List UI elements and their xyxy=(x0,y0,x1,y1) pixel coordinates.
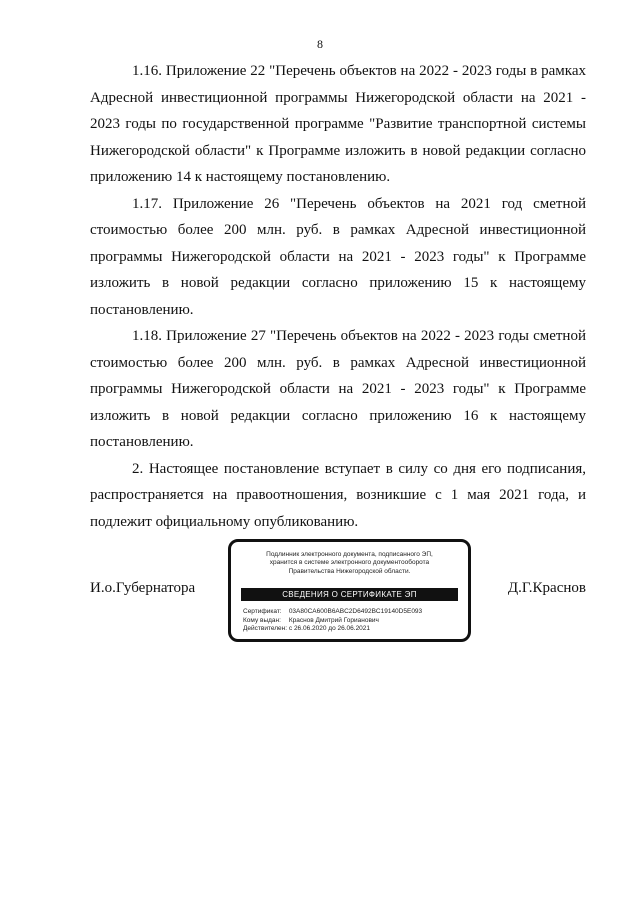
paragraph-2: 2. Настоящее постановление вступает в силу со дня его подписания, распространяется на правоотношения, возникшие с 1 мая 2021 года, и подлежит официальному опубликованию. xyxy=(90,460,586,530)
document-body xyxy=(90,58,586,535)
stamp-banner: СВЕДЕНИЯ О СЕРТИФИКАТЕ ЭП xyxy=(241,588,458,601)
issued-to-value: Краснов Дмитрий Горианович xyxy=(288,616,379,624)
stamp-notice-line: Правительства Нижегородской области. xyxy=(288,567,411,575)
signer-title: И.о.Губернатора xyxy=(90,580,196,596)
paragraph-1-16: 1.16. Приложение 22 "Перечень объектов на 2022 - 2023 годы в рамках Адресной инвестиционной программы Нижегородской области на 2021 - 2023 годы по государственной программе "Развитие транспортной системы Нижегородской области" к Программе изложить в новой редакции согласно приложению 14 к настоящему постановлению. xyxy=(90,63,586,185)
signer-name: Д.Г.Краснов xyxy=(507,580,586,596)
page-number: 8 xyxy=(317,37,323,51)
certificate-value: 03A80CA600B6ABC2D6492BC19140D5E093 xyxy=(288,608,423,615)
paragraph-1-17: 1.17. Приложение 26 "Перечень объектов на 2021 год сметной стоимостью более 200 млн. руб. в рамках Адресной инвестиционной программы Нижегородской области на 2021 - 2023 годы" к Программе изложить в новой редакции согласно приложению 15 к настоящему постановлению. xyxy=(90,195,586,318)
paragraph-1-18: 1.18. Приложение 27 "Перечень объектов на 2022 - 2023 годы сметной стоимостью более 200 млн. руб. в рамках Адресной инвестиционной программы Нижегородской области на 2021 - 2023 годы" к Программе изложить в новой редакции согласно приложению 16 к настоящему постановлению. xyxy=(90,328,586,450)
stamp-notice-line: Подлинник электронного документа, подписанного ЭП, xyxy=(266,551,433,558)
stamp-notice xyxy=(231,551,468,576)
electronic-signature-stamp xyxy=(228,539,471,642)
valid-row xyxy=(243,625,422,634)
issued-to-label: Кому выдан: xyxy=(243,616,281,624)
certificate-label: Сертификат: xyxy=(243,608,282,615)
issued-to-row xyxy=(243,617,422,626)
valid-label: Действителен: xyxy=(243,625,288,633)
valid-value: с 26.06.2020 до 26.06.2021 xyxy=(288,625,371,633)
stamp-notice-line: хранится в системе электронного документооборота xyxy=(269,559,430,567)
certificate-row xyxy=(243,608,422,617)
stamp-details xyxy=(243,608,422,634)
